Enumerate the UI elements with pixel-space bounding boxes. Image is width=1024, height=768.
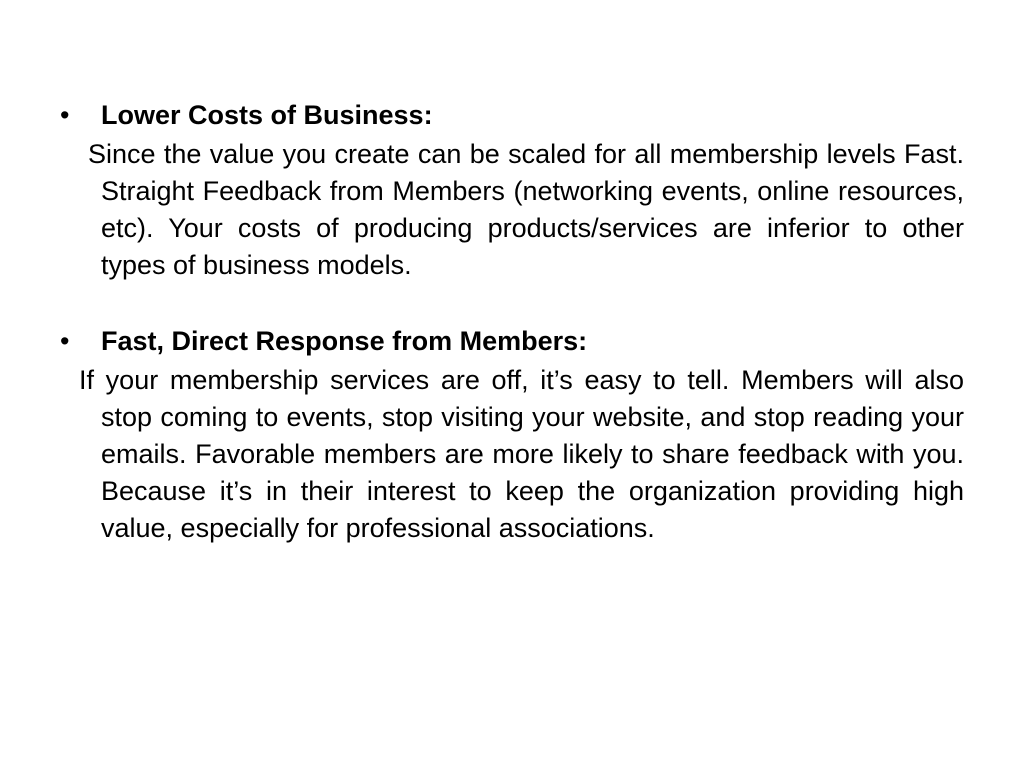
section-fast-response — [60, 322, 964, 547]
slide-content — [60, 96, 964, 547]
bullet-icon: • — [60, 326, 70, 356]
bullet-heading — [60, 96, 964, 134]
paragraph-lower-costs: Since the value you create can be scaled for all membership levels Fast. Straight Feedback from Members (networking events, online resources, etc). Your costs of producing products/services are inferior to other types of business models. — [88, 139, 964, 280]
paragraph-fast-response: If your membership services are off, it’s easy to tell. Members will also stop coming to events, stop visiting your website, and stop reading your emails. Favorable members are more likely to share feedback with you. Because it’s in their interest to keep the organization providing high value, especially for professional associations. — [79, 365, 964, 543]
heading-lower-costs: Lower Costs of Business: — [101, 100, 433, 130]
section-lower-costs — [60, 96, 964, 284]
bullet-icon: • — [60, 100, 70, 130]
section-spacer — [60, 284, 964, 322]
bullet-heading — [60, 322, 964, 360]
heading-fast-response: Fast, Direct Response from Members: — [101, 326, 588, 356]
